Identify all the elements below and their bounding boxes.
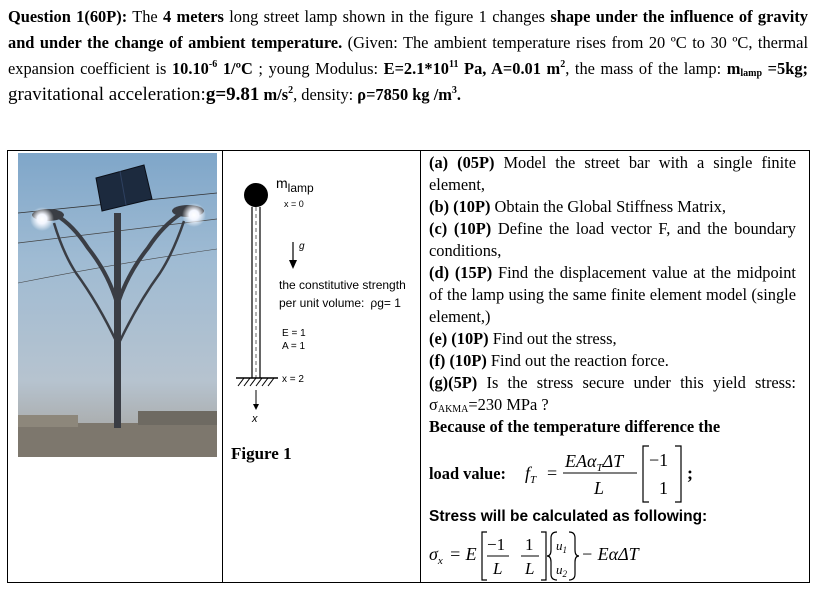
u1: $u_1$ xyxy=(556,538,567,555)
text: 10.10 xyxy=(171,59,209,78)
text: E=2.1*10 xyxy=(383,59,449,78)
mass-label: mlamp xyxy=(276,175,314,195)
right-bracket xyxy=(675,446,681,502)
equals: = xyxy=(547,463,558,483)
figure-1 xyxy=(224,150,420,583)
text: gravitational acceleration: xyxy=(8,84,206,105)
text: (Given: The ambient temperature rises from 20 ºC to 30 ºC, thermal expansion coefficient is xyxy=(8,33,808,78)
lamp-mass xyxy=(244,183,268,207)
text: m xyxy=(726,59,741,78)
text: . xyxy=(456,85,462,104)
ground-hatch xyxy=(238,378,274,386)
vector-entry-1: −1 xyxy=(649,450,669,470)
right-bracket xyxy=(541,532,546,580)
text: , density: xyxy=(293,85,358,104)
vector-entry-2: 1 xyxy=(659,478,668,498)
gravity-arrowhead xyxy=(289,260,297,269)
question-parts xyxy=(429,152,796,438)
f-symbol: $f_T$ xyxy=(525,463,537,486)
e-label: E = 1 xyxy=(282,328,306,339)
stress-formula xyxy=(429,528,799,582)
equals-e: = E xyxy=(449,544,477,564)
text: lamp xyxy=(740,68,763,79)
x-axis-label: x xyxy=(252,413,258,425)
street-lamp-photo xyxy=(18,153,217,457)
part-c: (c) (10P) Define the load vector F, and the boundary conditions, xyxy=(429,219,796,260)
matrix-entry-1: −1 xyxy=(487,535,506,554)
text: m/s xyxy=(263,85,289,104)
x-axis-arrowhead xyxy=(253,404,259,410)
strength-label-2: per unit volume: ρg= 1 xyxy=(279,296,401,310)
text: 2 xyxy=(288,85,294,96)
right-brace xyxy=(569,532,579,580)
part-g: (g)(5P) Is the stress secure under this yield stress: $\sigma_{AKMA}=230$ MPa ? xyxy=(429,373,796,415)
text: ρ=7850 kg /m xyxy=(357,85,452,104)
load-formula xyxy=(429,442,799,506)
text: g=9.81 xyxy=(205,84,260,105)
column-divider xyxy=(222,150,223,583)
text: 3 xyxy=(451,85,457,96)
question-paragraph xyxy=(8,4,808,108)
matrix-entry-2: 1 xyxy=(525,535,534,554)
text: shape under the influence of gravity and under the change of ambient temperature. xyxy=(8,7,808,52)
text: long street lamp shown in the figure 1 changes xyxy=(223,7,551,26)
text: The xyxy=(127,7,164,26)
x0-label: x = 0 xyxy=(284,199,304,209)
thermal-term: − EαΔT xyxy=(581,544,639,564)
text: 1/ºC xyxy=(217,59,253,78)
text: 11 xyxy=(449,59,459,70)
temperature-text: Because of the temperature difference the xyxy=(429,417,721,436)
g-label: g xyxy=(299,241,305,252)
text: , the mass of the lamp: xyxy=(565,59,727,78)
denominator: L xyxy=(594,478,605,498)
part-e: (e) (10P) Find out the stress, xyxy=(429,329,617,348)
u2: $u_2$ xyxy=(556,562,567,579)
numerator: EAα$_T$ΔT xyxy=(565,451,624,474)
load-label: load value: xyxy=(429,464,506,483)
text: 2 xyxy=(560,59,566,70)
stress-label: Stress will be calculated as following: xyxy=(429,508,708,525)
strength-label: the constitutive strength xyxy=(279,278,406,292)
part-f: (f) (10P) Find out the reaction force. xyxy=(429,351,669,370)
text: =5kg; xyxy=(762,59,808,78)
matrix-den-1: L xyxy=(493,559,503,578)
figure-caption: Figure 1 xyxy=(231,444,292,463)
part-d: (d) (15P) Find the displacement value at the midpoint of the lamp using the same finite element model (single element,) xyxy=(429,263,796,326)
x2-label: x = 2 xyxy=(282,374,304,385)
semicolon: ; xyxy=(687,463,693,483)
part-b: (b) (10P) Obtain the Global Stiffness Matrix, xyxy=(429,197,726,216)
column-divider xyxy=(420,150,421,583)
text: 4 meters xyxy=(163,7,224,26)
text: Pa, A=0.01 m xyxy=(458,59,561,78)
sigma-symbol: $\sigma_x$ xyxy=(429,544,443,567)
part-a: (a) (05P) Model the street bar with a single finite element, xyxy=(429,153,796,194)
a-label: A = 1 xyxy=(282,341,306,352)
matrix-den-2: L xyxy=(525,559,535,578)
text: ; young Modulus: xyxy=(252,59,384,78)
question-heading: Question 1(60P): xyxy=(8,7,128,26)
text: -6 xyxy=(208,59,218,70)
